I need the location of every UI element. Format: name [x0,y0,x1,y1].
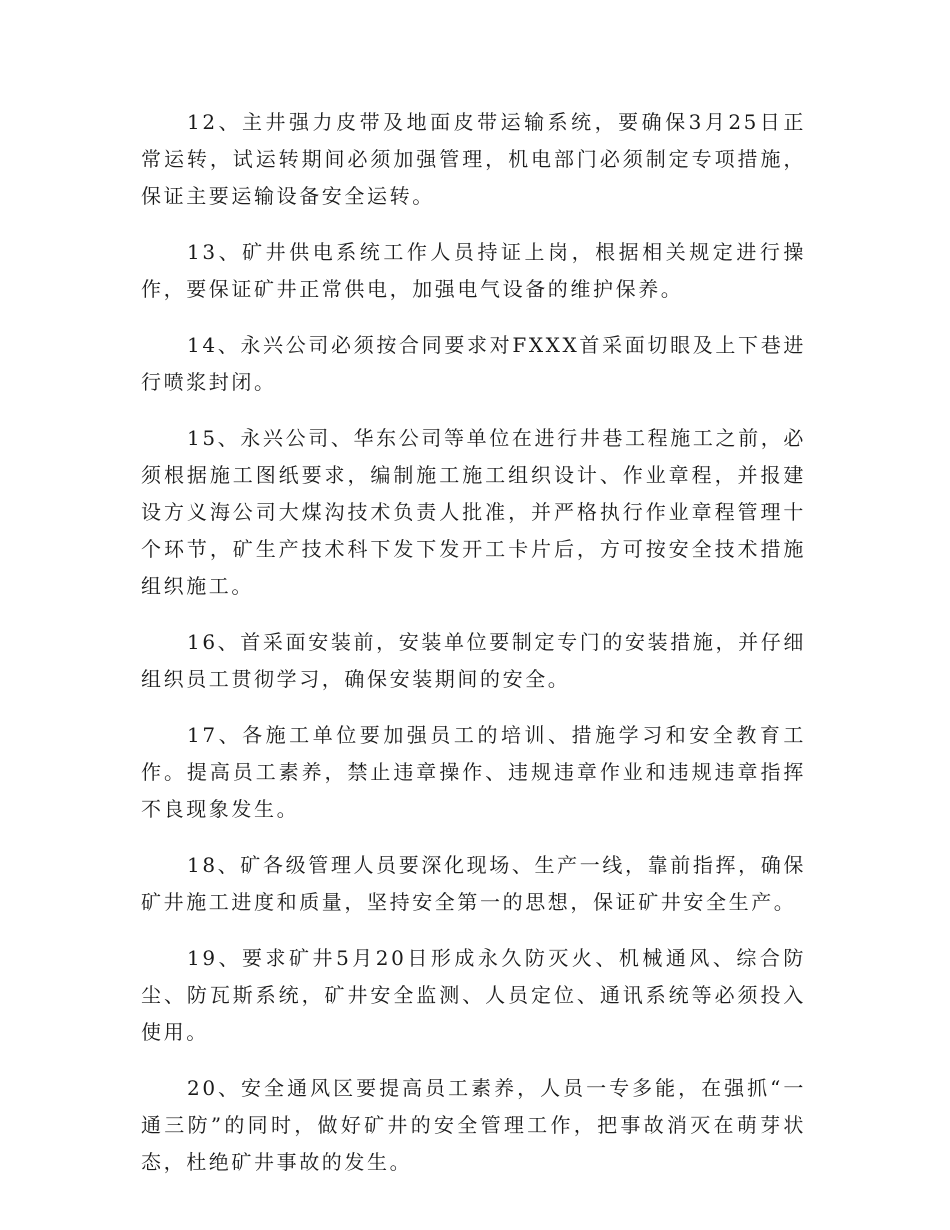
paragraph-item-18: 18、矿各级管理人员要深化现场、生产一线，靠前指挥，确保矿井施工进度和质量，坚持安全第一的思想，保证矿井安全生产。 [141,853,806,914]
paragraph-item-12: 12、主井强力皮带及地面皮带运输系统，要确保3月25日正常运转，试运转期间必须加强管理，机电部门必须制定专项措施，保证主要运输设备安全运转。 [141,110,806,208]
paragraph-item-17: 17、各施工单位要加强员工的培训、措施学习和安全教育工作。提高员工素养，禁止违章操作、违规违章作业和违规违章指挥不良现象发生。 [141,723,806,821]
document-body [141,104,806,1200]
paragraph-item-16: 16、首采面安装前，安装单位要制定专门的安装措施，并仔细组织员工贯彻学习，确保安装期间的安全。 [141,630,806,691]
paragraph-item-13: 13、矿井供电系统工作人员持证上岗，根据相关规定进行操作，要保证矿井正常供电，加强电气设备的维护保养。 [141,240,806,301]
paragraph-item-20: 20、安全通风区要提高员工素养，人员一专多能，在强抓“一通三防”的同时，做好矿井的安全管理工作，把事故消灭在萌芽状态，杜绝矿井事故的发生。 [141,1076,806,1174]
paragraph-item-19: 19、要求矿井5月20日形成永久防灭火、机械通风、综合防尘、防瓦斯系统，矿井安全监测、人员定位、通讯系统等必须投入使用。 [141,946,806,1044]
paragraph-item-14: 14、永兴公司必须按合同要求对FXXX首采面切眼及上下巷进行喷浆封闭。 [141,333,806,394]
paragraph-item-15: 15、永兴公司、华东公司等单位在进行井巷工程施工之前，必须根据施工图纸要求，编制施工施工组织设计、作业章程，并报建设方义海公司大煤沟技术负责人批准，并严格执行作业章程管理十个环节，矿生产技术科下发下发开工卡片后，方可按安全技术措施组织施工。 [141,426,806,598]
